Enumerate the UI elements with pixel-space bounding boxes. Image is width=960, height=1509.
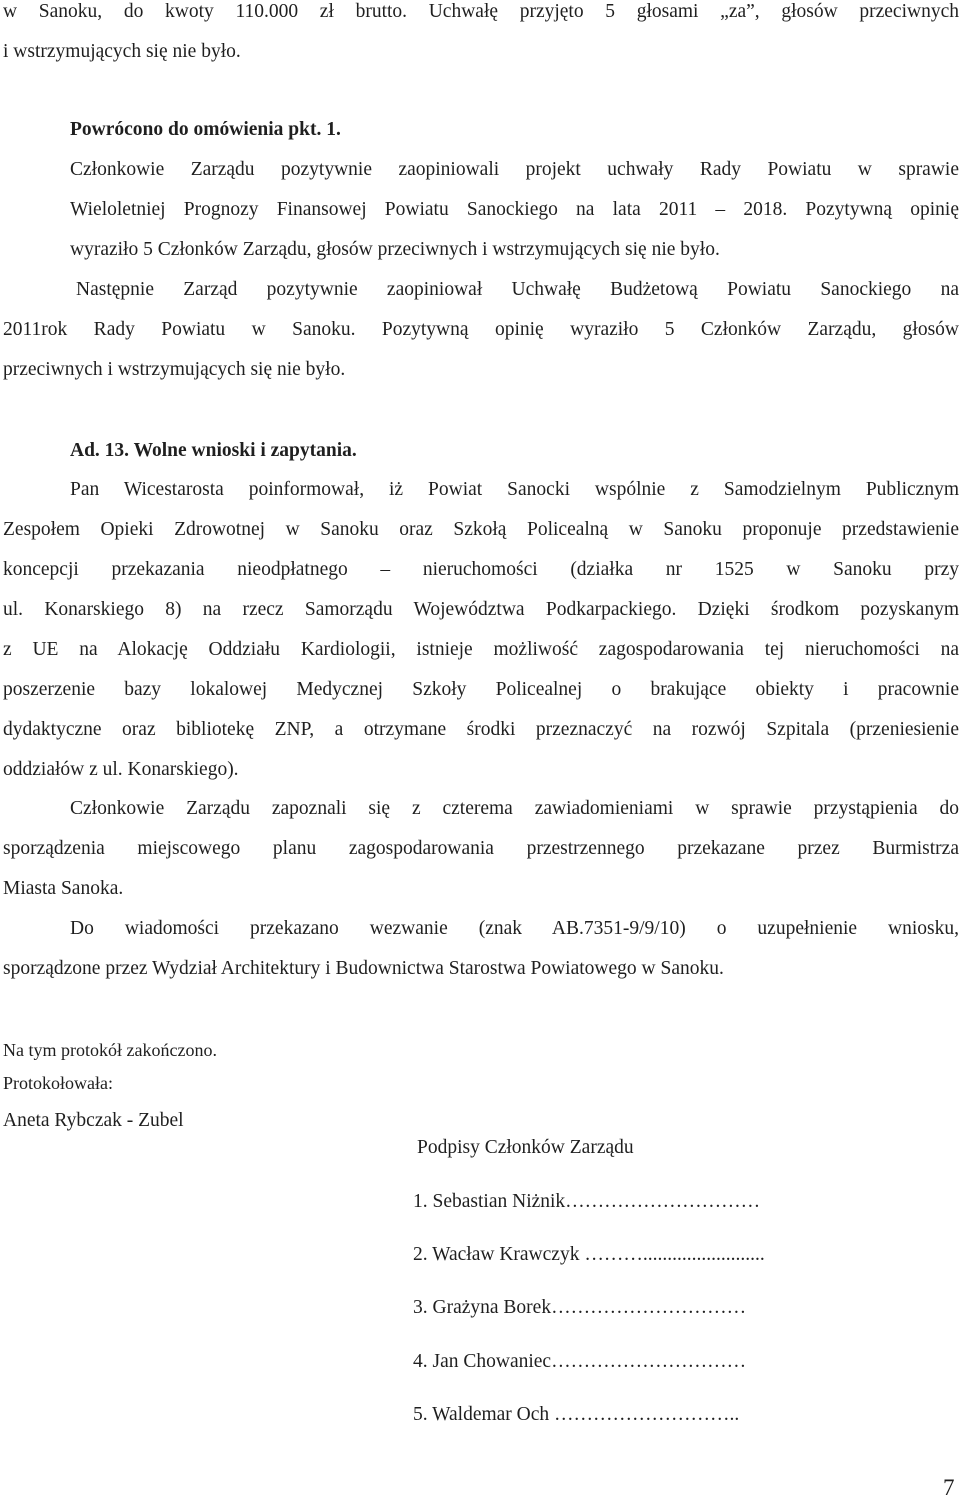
opinion-paragraph-2 [3, 278, 959, 398]
text-line: 2011rok Rady Powiatu w Sanoku. Pozytywną opinię wyraziło 5 Członków Zarządu, głosów [3, 319, 959, 340]
text-line: z UE na Alokację Oddziału Kardiologii, istnieje możliwość zagospodarowania tej nieruchomości na [3, 639, 959, 660]
text-line: Pan Wicestarosta poinformował, iż Powiat Sanocki wspólnie z Samodzielnym Publicznym [70, 479, 959, 500]
intro-paragraph [3, 0, 959, 80]
text-line: poszerzenie bazy lokalowej Medycznej Szkoły Policealnej o brakujące obiekty i pracownie [3, 679, 959, 700]
text-line: Zespołem Opieki Zdrowotnej w Sanoku oraz Szkołą Policealną w Sanoku proponuje przedstawienie [3, 519, 959, 540]
text-line: Wieloletniej Prognozy Finansowej Powiatu Sanockiego na lata 2011 – 2018. Pozytywną opinię [70, 199, 959, 220]
page-number: 7 [943, 1475, 955, 1500]
text-line: w Sanoku, do kwoty 110.000 zł brutto. Uchwałę przyjęto 5 głosami „za”, głosów przeciwnych [3, 1, 959, 22]
recorded-by-label: Protokołowała: [3, 1073, 113, 1093]
summons-paragraph [3, 917, 959, 997]
text-line: Miasta Sanoka. [3, 878, 124, 899]
text-line: oddziałów z ul. Konarskiego). [3, 759, 239, 780]
wicestarosta-paragraph [3, 478, 959, 798]
notifications-paragraph [3, 797, 959, 917]
return-heading: Powrócono do omówienia pkt. 1. [70, 119, 341, 140]
text-line: Do wiadomości przekazano wezwanie (znak AB.7351-9/9/10) o uzupełnienie wniosku, [70, 918, 959, 939]
text-line: ul. Konarskiego 8) na rzecz Samorządu Województwa Podkarpackiego. Dzięki środkom pozyskanym [3, 599, 959, 620]
signature-line: 1. Sebastian Niżnik………………………… [413, 1191, 761, 1212]
text-line: koncepcji przekazania nieodpłatnego – nieruchomości (działka nr 1525 w Sanoku przy [3, 559, 959, 580]
opinion-paragraph-1 [3, 158, 959, 278]
text-line: Członkowie Zarządu pozytywnie zaopiniowali projekt uchwały Rady Powiatu w sprawie [70, 159, 959, 180]
text-line: dydaktyczne oraz bibliotekę ZNP, a otrzymane środki przeznaczyć na rozwój Szpitala (przeniesienie [3, 719, 959, 740]
signature-line: 3. Grażyna Borek………………………… [413, 1297, 747, 1318]
signature-line: 4. Jan Chowaniec………………………… [413, 1351, 747, 1372]
text-line: wyraziło 5 Członków Zarządu, głosów przeciwnych i wstrzymujących się nie było. [70, 239, 720, 260]
text-line: przeciwnych i wstrzymujących się nie było. [3, 359, 346, 380]
closing-line: Na tym protokół zakończono. [3, 1040, 217, 1060]
text-line: i wstrzymujących się nie było. [3, 41, 241, 62]
text-line: Następnie Zarząd pozytywnie zaopiniował Uchwałę Budżetową Powiatu Sanockiego na [76, 279, 959, 300]
signature-line: 5. Waldemar Och ……………………….. [413, 1404, 740, 1425]
text-line: sporządzenia miejscowego planu zagospodarowania przestrzennego przekazane przez Burmistrza [3, 838, 959, 859]
recorder-name: Aneta Rybczak - Zubel [3, 1110, 184, 1131]
signature-line: 2. Wacław Krawczyk ………......................... [413, 1244, 765, 1265]
section-heading: Ad. 13. Wolne wnioski i zapytania. [70, 440, 357, 461]
text-line: Członkowie Zarządu zapoznali się z czterema zawiadomieniami w sprawie przystąpienia do [70, 798, 959, 819]
text-line: sporządzone przez Wydział Architektury i Budownictwa Starostwa Powiatowego w Sanoku. [3, 958, 724, 979]
signatures-heading: Podpisy Członków Zarządu [417, 1137, 634, 1158]
